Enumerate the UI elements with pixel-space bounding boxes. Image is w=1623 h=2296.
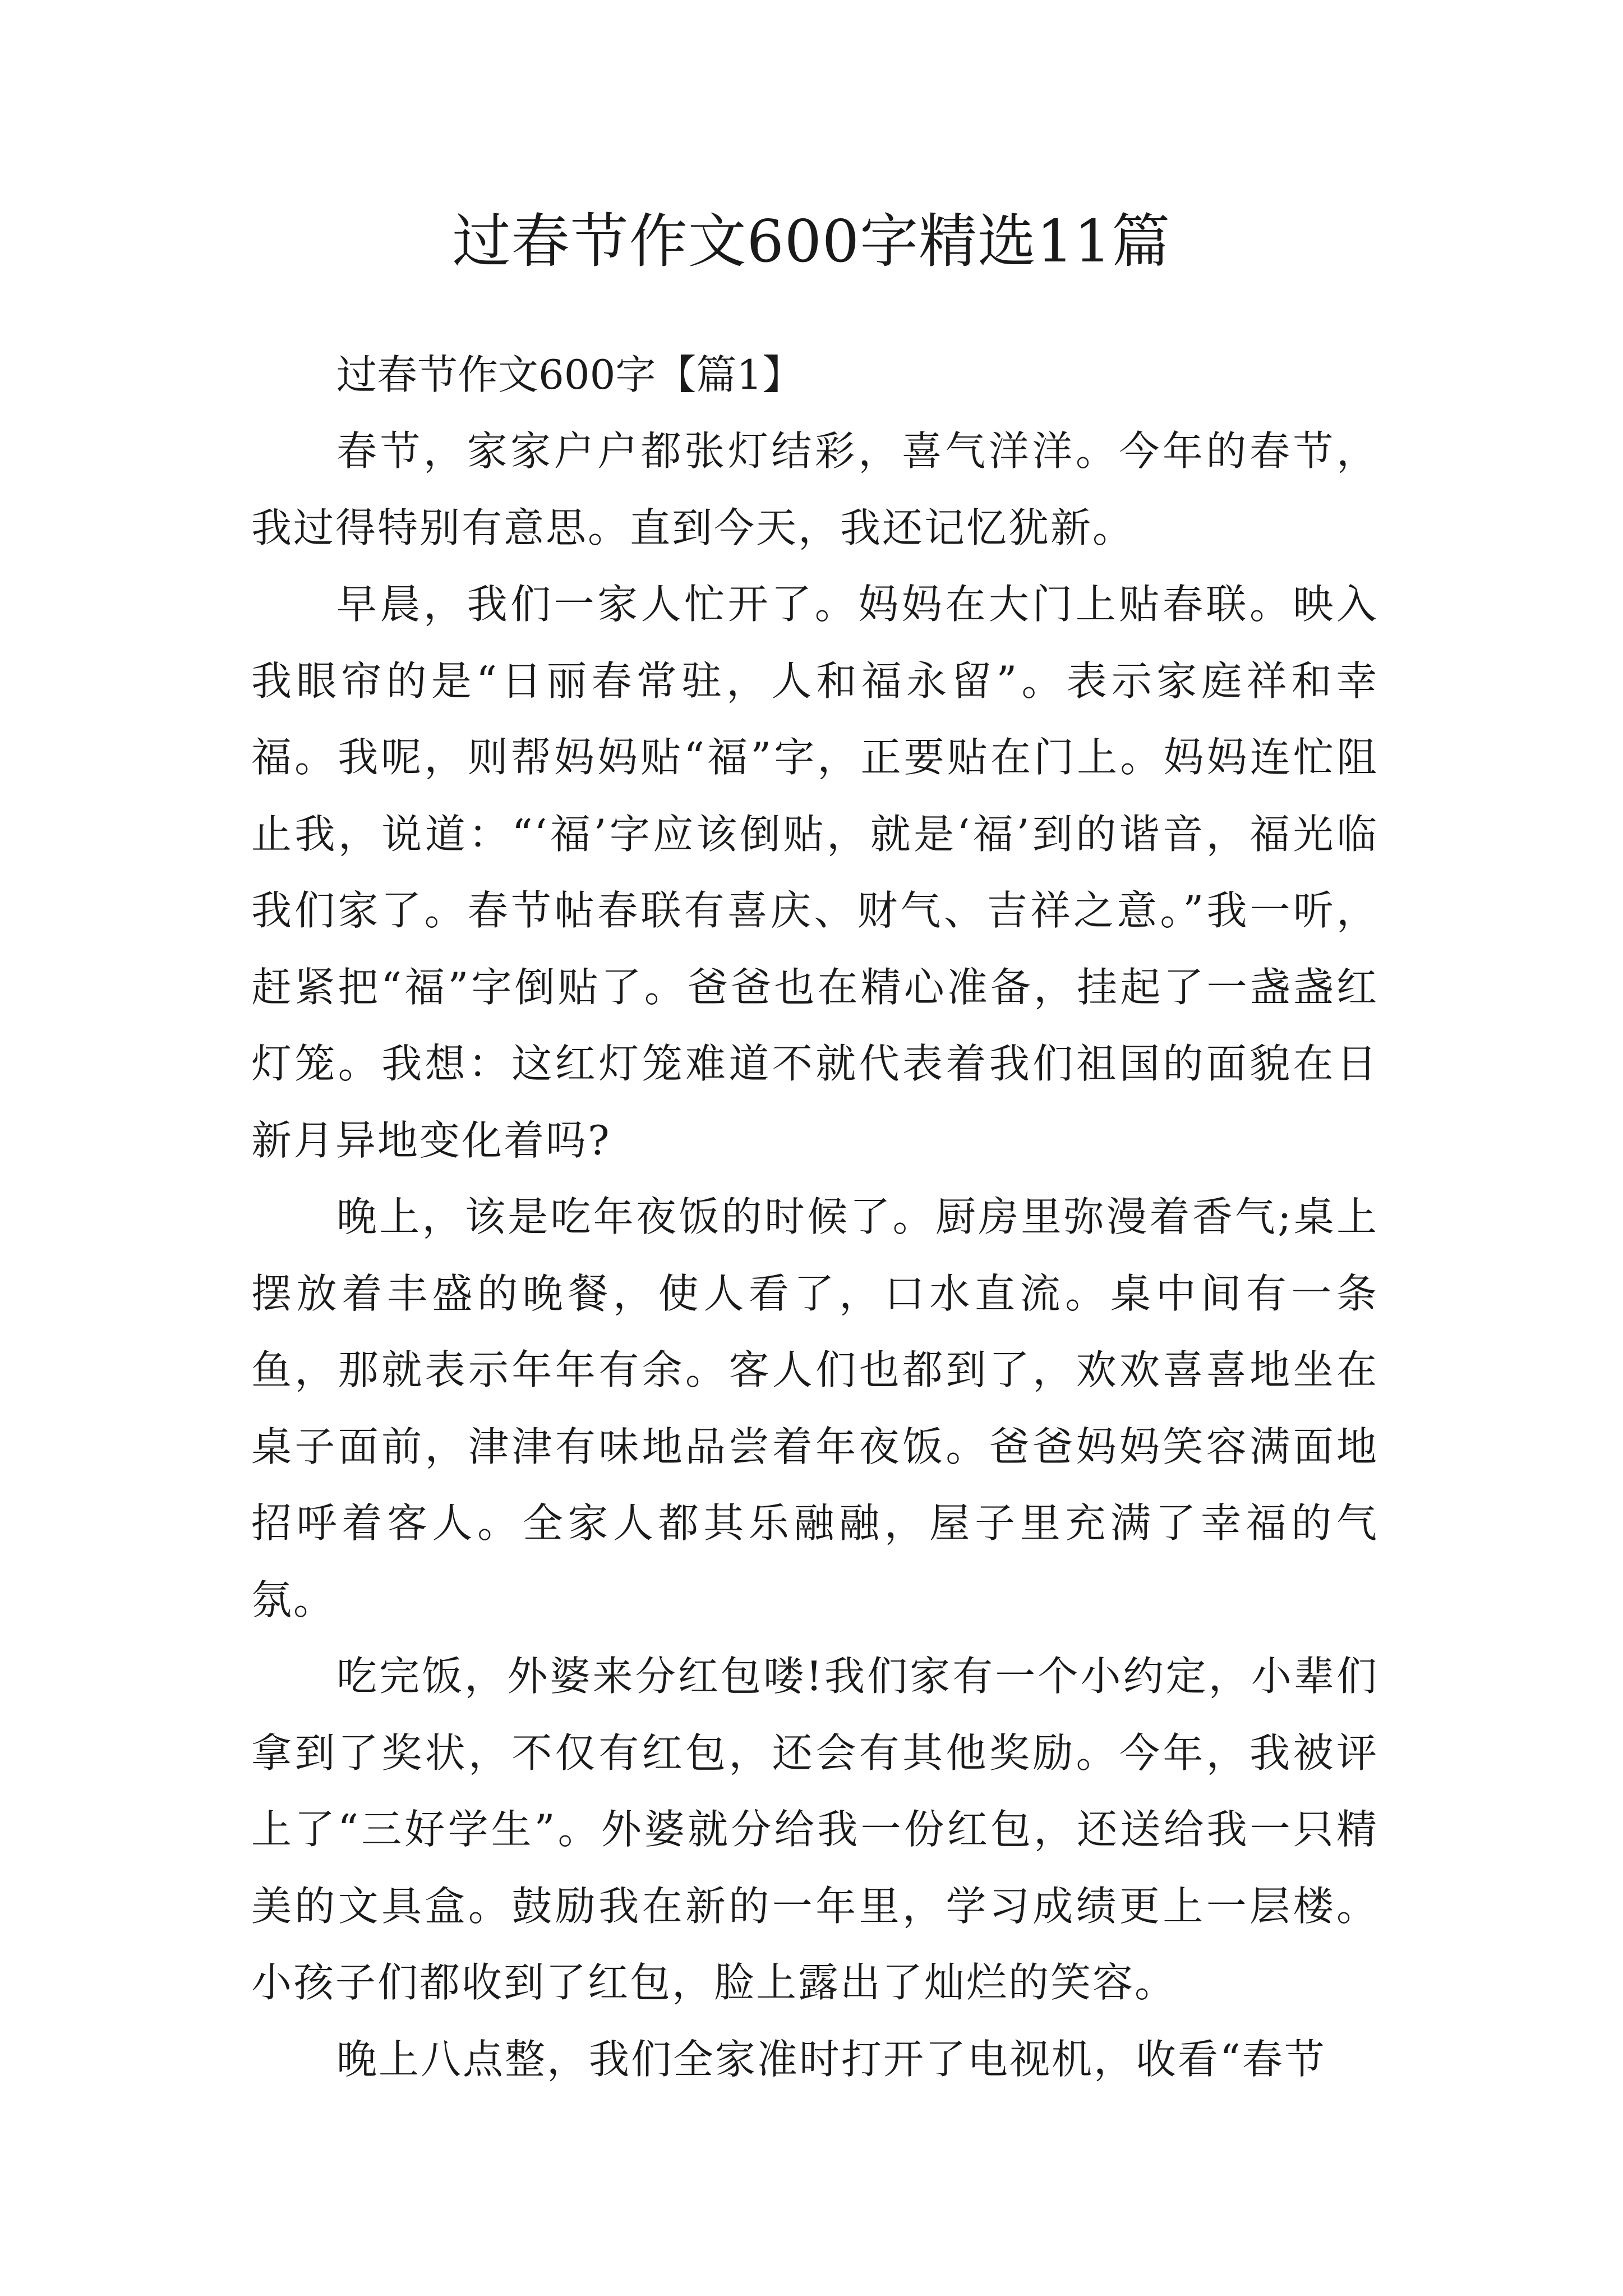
section-heading: 过春节作文600字【篇1】 <box>336 351 803 398</box>
paragraph-4: 吃完饭，外婆来分红包喽!我们家有一个小约定，小辈们拿到了奖状，不仅有红包，还会有其他奖励。今年，我被评上了“三好学生”。外婆就分给我一份红包，还送给我一只精美的文具盒。鼓励我在新的一年里，学习成绩更上一层楼。小孩子们都收到了红包，脸上露出了灿烂的笑容。 <box>251 1653 1378 2006</box>
paragraph-3: 晚上，该是吃年夜饭的时候了。厨房里弥漫着香气;桌上摆放着丰盛的晚餐，使人看了，口水直流。桌中间有一条鱼，那就表示年年有余。客人们也都到了，欢欢喜喜地坐在桌子面前，津津有味地品尝着年夜饭。爸爸妈妈笑容满面地招呼着客人。全家人都其乐融融，屋子里充满了幸福的气氛。 <box>251 1193 1378 1623</box>
paragraph-5: 晚上八点整，我们全家准时打开了电视机，收看“春节 <box>336 2035 1326 2083</box>
document-title: 过春节作文600字精选11篇 <box>452 207 1171 275</box>
document-body <box>251 337 1378 2097</box>
paragraph-1: 春节，家家户户都张灯结彩，喜气洋洋。今年的春节，我过得特别有意思。直到今天，我还记忆犹新。 <box>251 427 1378 551</box>
paragraph-2: 早晨，我们一家人忙开了。妈妈在大门上贴春联。映入我眼帘的是“日丽春常驻，人和福永留”。表示家庭祥和幸福。我呢，则帮妈妈贴“福”字，正要贴在门上。妈妈连忙阻止我，说道：“‘福’字应该倒贴，就是‘福’到的谐音，福光临我们家了。春节帖春联有喜庆、财气、吉祥之意。”我一听，赶紧把“福”字倒贴了。爸爸也在精心准备，挂起了一盏盏红灯笼。我想：这红灯笼难道不就代表着我们祖国的面貌在日新月异地变化着吗? <box>251 581 1378 1164</box>
